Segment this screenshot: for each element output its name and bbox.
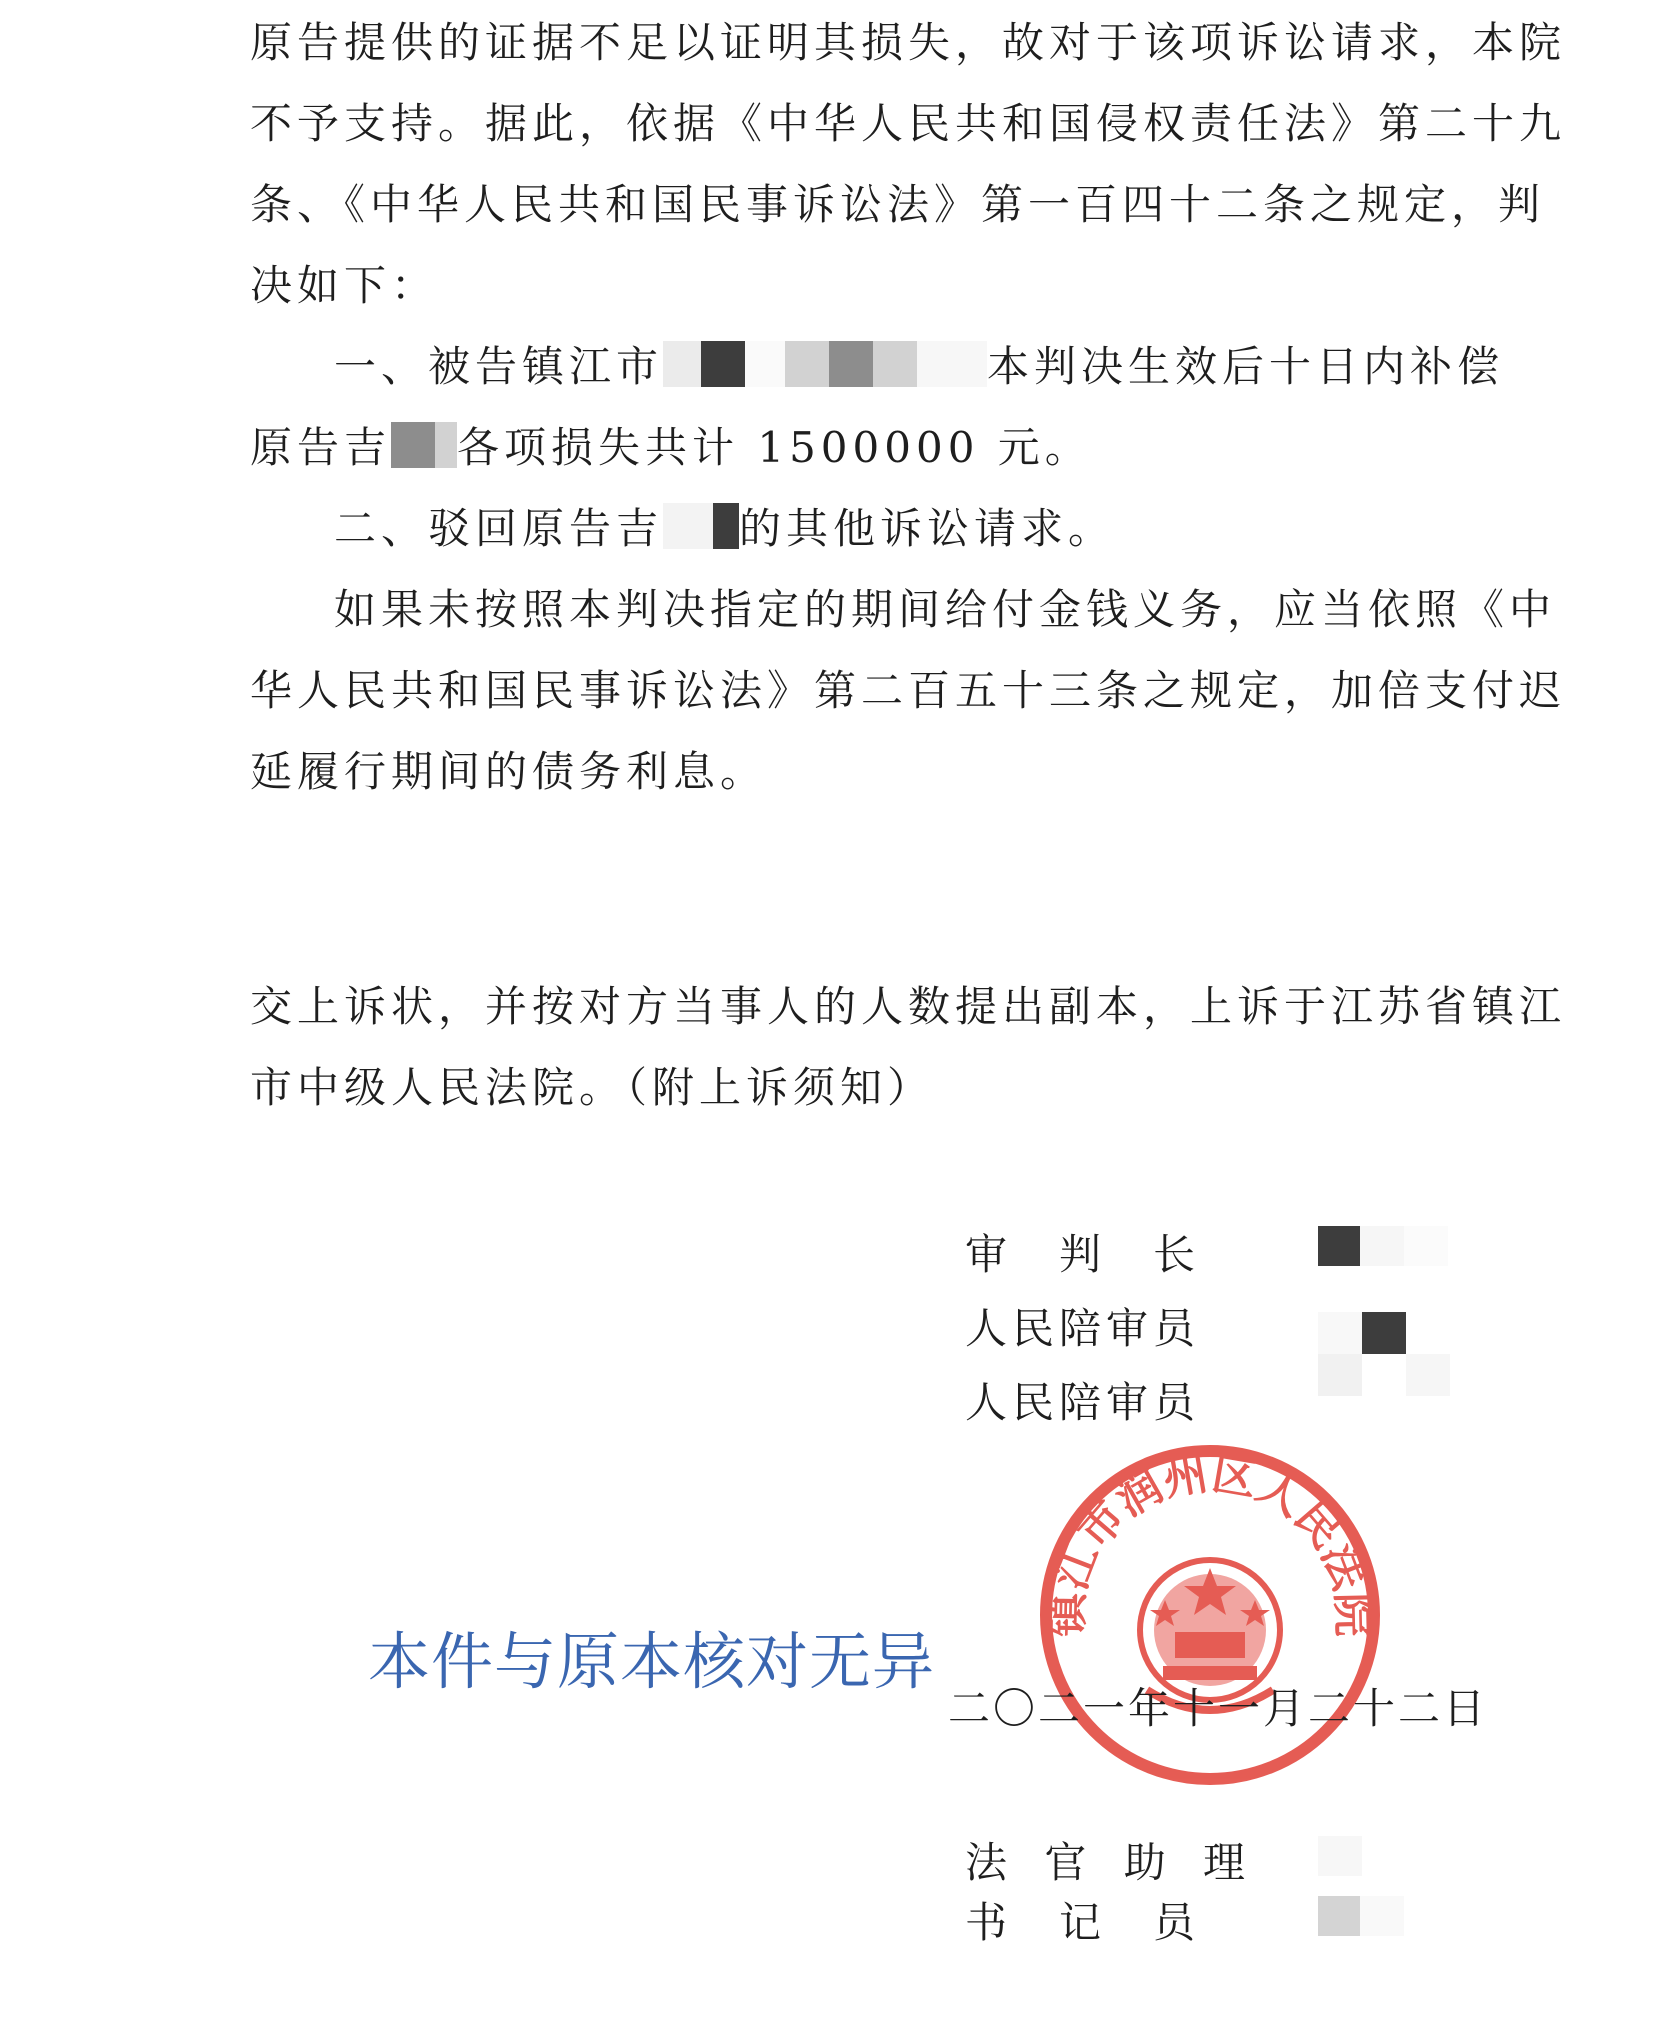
juror-2-label: 人民陪审员 xyxy=(965,1378,1201,1427)
text-line xyxy=(250,326,1505,407)
court-seal xyxy=(1035,1440,1385,1790)
text-line: 条、《中华人民共和国民事诉讼法》第一百四十二条之规定，判 xyxy=(250,180,1546,229)
redaction-block xyxy=(829,341,873,387)
redaction-block xyxy=(391,422,435,468)
text-segment: 一、被告镇江市 xyxy=(334,342,664,391)
text-segment: 本判决生效后十日内补偿 xyxy=(987,342,1505,391)
judge-assistant-label: 法 官 助 理 xyxy=(965,1838,1258,1887)
redaction-block xyxy=(745,341,785,387)
judgment-date: 二〇二一年十一月二十二日 xyxy=(948,1684,1489,1733)
redaction-block xyxy=(1360,1896,1404,1936)
redaction-block xyxy=(1406,1354,1450,1396)
redaction-block xyxy=(713,503,739,549)
clerk-label: 书 记 员 xyxy=(965,1898,1201,1947)
chief-judge-label: 审 判 长 xyxy=(965,1230,1201,1279)
paragraph-ruling-basis xyxy=(250,2,1567,326)
redaction-block xyxy=(1318,1896,1360,1936)
redaction-block xyxy=(1360,1226,1404,1266)
paragraph-appeal xyxy=(250,966,1567,1128)
redaction-block xyxy=(1404,1226,1448,1266)
text-line xyxy=(250,407,1440,488)
paragraph-judgment-item-one xyxy=(250,326,1505,488)
text-line: 不予支持。据此，依据《中华人民共和国侵权责任法》第二十九 xyxy=(250,99,1567,148)
certification-stamp: 本件与原本核对无异 xyxy=(368,1625,936,1698)
redaction-block xyxy=(1318,1354,1362,1396)
redaction-block xyxy=(1318,1226,1360,1266)
redaction-block xyxy=(873,341,917,387)
redaction-block xyxy=(435,422,457,468)
text-line: 决如下： xyxy=(250,261,439,310)
redaction-block xyxy=(663,503,713,549)
redaction-block xyxy=(785,341,829,387)
text-segment: 原告吉 xyxy=(250,423,392,472)
text-segment: 二、驳回原告吉 xyxy=(334,504,664,553)
seal-text-path: 镇江市润州区人民法院 xyxy=(1041,1448,1379,1638)
juror-1-label: 人民陪审员 xyxy=(965,1304,1201,1353)
text-segment: 的其他诉讼请求。 xyxy=(739,504,1116,553)
text-line: 如果未按照本判决指定的期间给付金钱义务，应当依照《中 xyxy=(334,585,1557,634)
paragraph-delayed-performance xyxy=(250,569,1567,812)
text-line: 交上诉状，并按对方当事人的人数提出副本，上诉于江苏省镇江 xyxy=(250,982,1567,1031)
text-line: 延履行期间的债务利息。 xyxy=(250,747,768,796)
redaction-block xyxy=(663,341,701,387)
text-line: 市中级人民法院。（附上诉须知） xyxy=(250,1063,935,1112)
text-segment: 各项损失共计 1500000 元。 xyxy=(457,423,1092,472)
text-line xyxy=(250,488,1440,569)
redaction-block xyxy=(1318,1836,1362,1876)
redaction-block xyxy=(917,341,987,387)
paragraph-judgment-item-two xyxy=(250,488,1440,569)
redaction-block xyxy=(1362,1312,1406,1354)
text-line: 华人民共和国民事诉讼法》第二百五十三条之规定，加倍支付迟 xyxy=(250,666,1567,715)
redaction-block xyxy=(1318,1312,1362,1354)
text-line: 原告提供的证据不足以证明其损失，故对于该项诉讼请求，本院 xyxy=(250,18,1567,67)
redaction-block xyxy=(701,341,745,387)
